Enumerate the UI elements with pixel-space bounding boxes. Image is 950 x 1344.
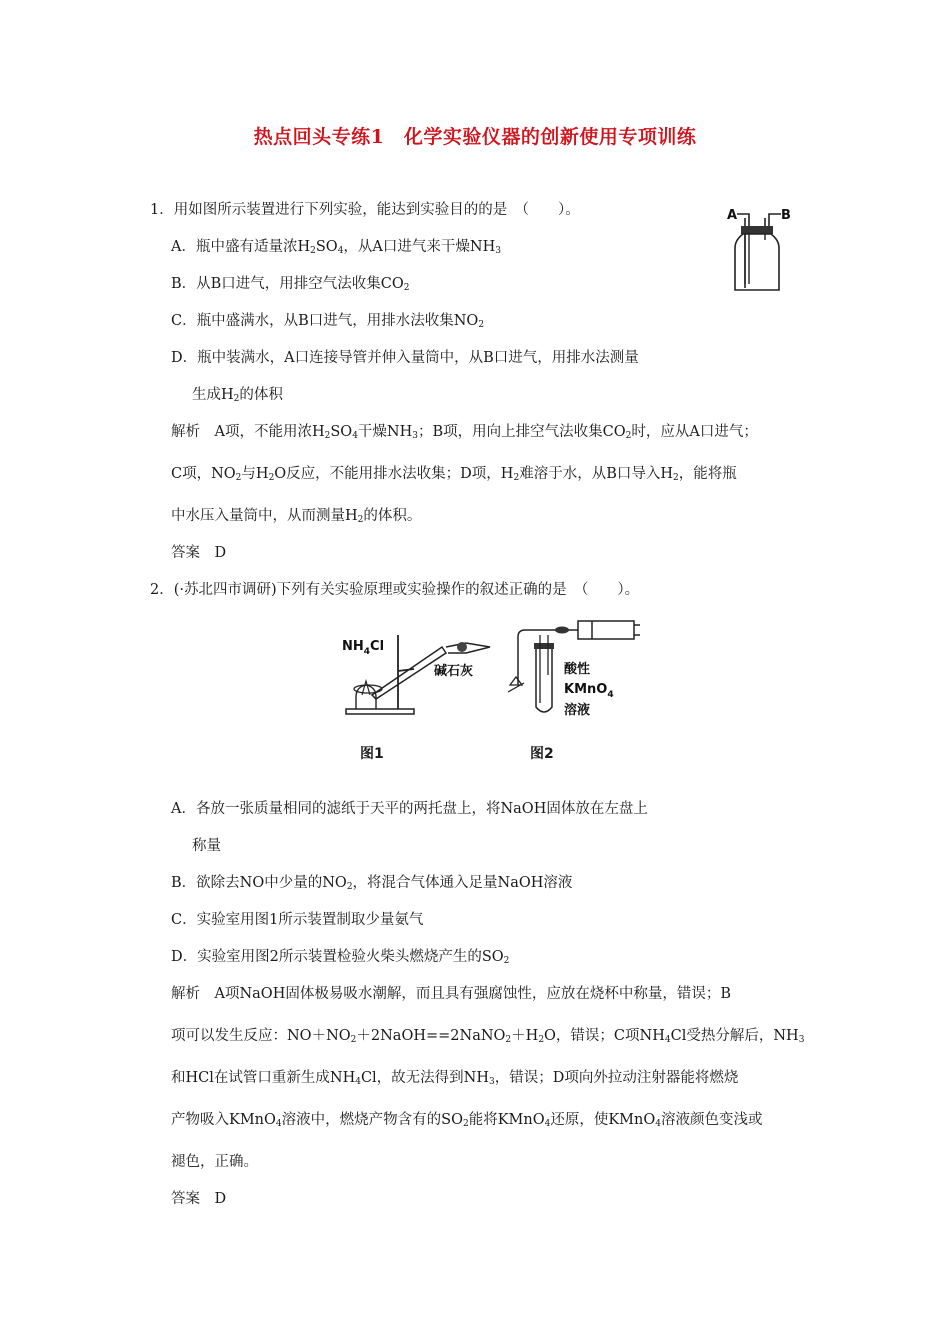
q2-analysis-3: 和HCl在试管口重新生成$NH_4Cl$，故无法得到$NH_3$，错误；D项向外拉动注射器能将燃烧	[171, 1070, 739, 1087]
q2-analysis-4: 产物吸入KMnO$_4$溶液中，燃烧产物含有的$SO_2$能将KMnO$_4$还原，使KMnO$_4$溶液颜色变浅或	[171, 1112, 763, 1129]
q1-option-d: D．瓶中装满水，A口连接导管并伸入量筒中，从B口进气，用排水法测量	[171, 350, 639, 366]
kmno4-label: KMnO$_4$	[564, 682, 614, 700]
soda-lime-label: 碱石灰	[434, 664, 474, 679]
q2-option-a-cont: 称量	[192, 838, 221, 854]
q1-answer: 答案 D	[171, 545, 227, 561]
q2-option-a: A．各放一张质量相同的滤纸于天平的两托盘上，将NaOH固体放在左盘上	[171, 801, 648, 817]
label-b: B	[781, 208, 791, 223]
q2-analysis-5: 褪色，正确。	[171, 1154, 258, 1170]
acidic-label: 酸性	[564, 662, 591, 677]
q2-answer: 答案 D	[171, 1191, 227, 1207]
q2-analysis-2: 项可以发生反应：$NO+NO_2+2NaOH==2NaNO_2+H_2O$，错误；C项$NH_4Cl$受热分解后，$NH_3$	[171, 1028, 805, 1045]
solution-label: 溶液	[564, 703, 591, 718]
label-a: A	[727, 208, 738, 223]
q1-option-a: A．瓶中盛有适量浓$H_2SO_4$，从A口进气来干燥$NH_3$	[171, 239, 501, 256]
q1-analysis-1: 解析 A项，不能用浓$H_2SO_4$干燥$NH_3$；B项，用向上排空气法收集$CO_2$时，应从A口进气；	[171, 424, 758, 441]
figure-2-caption: 图2	[530, 746, 554, 762]
q2-option-d: D．实验室用图2所示装置检验火柴头燃烧产生的$SO_2$	[171, 949, 510, 966]
nh4cl-label: $NH_4Cl$	[342, 639, 385, 657]
q2-option-b: B．欲除去NO中少量的$NO_2$，将混合气体通入足量NaOH溶液	[171, 875, 573, 892]
q1-option-d-cont: 生成$H_2$的体积	[192, 387, 283, 404]
q2-analysis-1: 解析 A项NaOH固体极易吸水潮解，而且具有强腐蚀性，应放在烧杯中称量，错误；B	[171, 986, 731, 1002]
figure-1-caption: 图1	[360, 746, 384, 762]
q1-analysis-3: 中水压入量筒中，从而测量$H_2$的体积。	[171, 508, 422, 525]
q2-option-c: C．实验室用图1所示装置制取少量氨气	[171, 912, 424, 928]
page-title: 热点回头专练1 化学实验仪器的创新使用专项训练	[253, 126, 697, 148]
figure-2-apparatus	[500, 615, 650, 725]
q1-option-c: C．瓶中盛满水，从B口进气，用排水法收集$NO_2$	[171, 313, 485, 330]
q1-stem: 1．用如图所示装置进行下列实验，能达到实验目的的是 （ ）。	[150, 202, 580, 218]
gas-bottle-figure	[725, 206, 795, 296]
q1-option-b: B．从B口进气，用排空气法收集$CO_2$	[171, 276, 410, 293]
figure-1-apparatus	[338, 625, 498, 720]
q1-analysis-2: C项，$NO_2$与$H_2O$反应，不能用排水法收集；D项，$H_2$难溶于水，从B口导入$H_2$，能将瓶	[171, 466, 737, 483]
q2-stem: 2．(·苏北四市调研)下列有关实验原理或实验操作的叙述正确的是 （ ）。	[150, 582, 640, 598]
